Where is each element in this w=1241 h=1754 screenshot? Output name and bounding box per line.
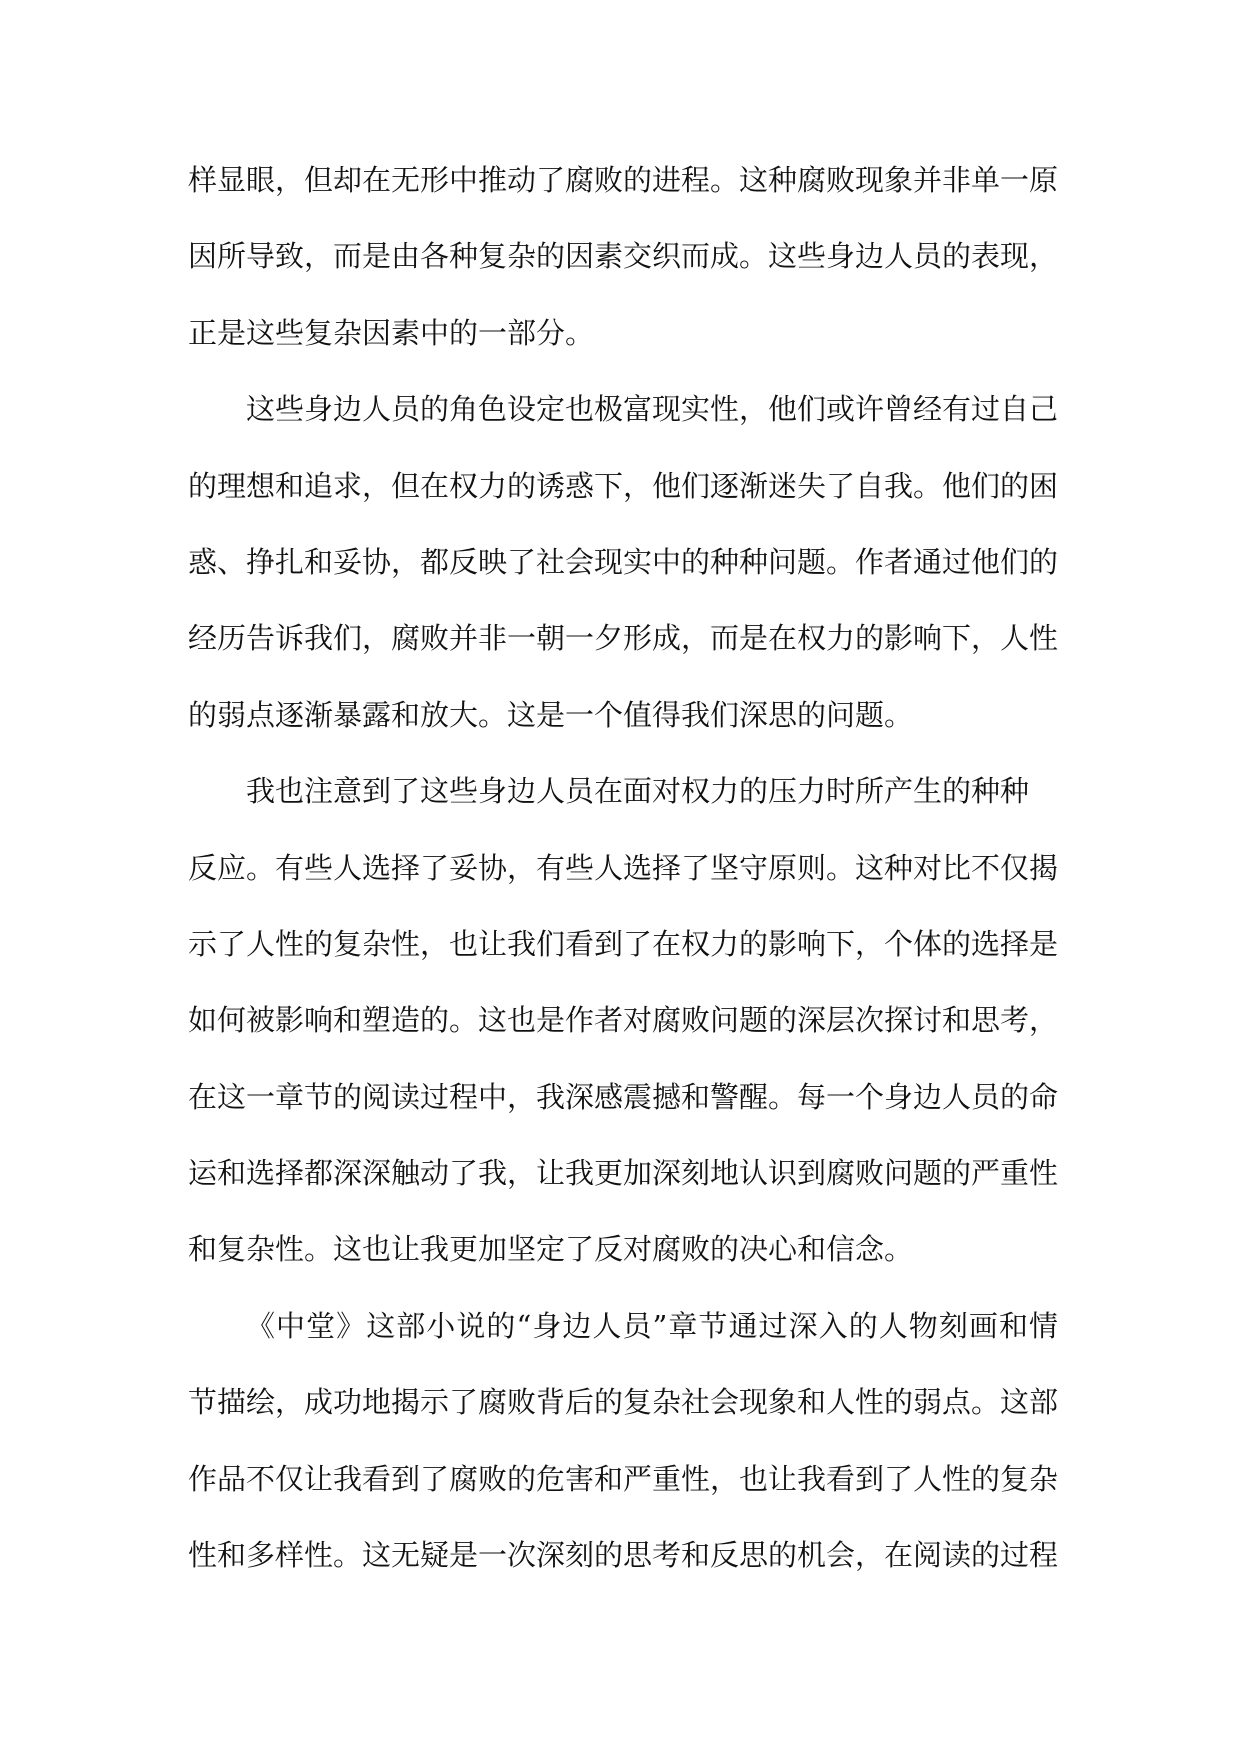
text-line-18: 作品不仅让我看到了腐败的危害和严重性，也让我看到了人性的复杂 xyxy=(188,1461,1059,1496)
text-line-3: 正是这些复杂因素中的一部分。 xyxy=(188,315,595,350)
text-line-11: 示了人性的复杂性，也让我们看到了在权力的影响下，个体的选择是 xyxy=(188,926,1059,961)
text-line-17: 节描绘，成功地揭示了腐败背后的复杂社会现象和人性的弱点。这部 xyxy=(188,1385,1059,1420)
text-line-15: 和复杂性。这也让我更加坚定了反对腐败的决心和信念。 xyxy=(188,1232,914,1267)
text-line-13: 在这一章节的阅读过程中，我深感震撼和警醒。每一个身边人员的命 xyxy=(188,1079,1059,1114)
text-line-4: 这些身边人员的角色设定也极富现实性，他们或许曾经有过自己 xyxy=(246,392,1059,427)
body-text xyxy=(188,142,1058,1593)
text-line-14: 运和选择都深深触动了我，让我更加深刻地认识到腐败问题的严重性 xyxy=(188,1156,1059,1191)
text-line-12: 如何被影响和塑造的。这也是作者对腐败问题的深层次探讨和思考， xyxy=(188,1003,1059,1038)
text-line-10: 反应。有些人选择了妥协，有些人选择了坚守原则。这种对比不仅揭 xyxy=(188,850,1059,885)
text-line-1: 样显眼，但却在无形中推动了腐败的进程。这种腐败现象并非单一原 xyxy=(188,163,1059,197)
text-line-19: 性和多样性。这无疑是一次深刻的思考和反思的机会，在阅读的过程 xyxy=(188,1538,1059,1573)
text-line-5: 的理想和追求，但在权力的诱惑下，他们逐渐迷失了自我。他们的困 xyxy=(188,468,1059,503)
text-line-2: 因所导致，而是由各种复杂的因素交织而成。这些身边人员的表现， xyxy=(188,239,1059,274)
text-line-6: 惑、挣扎和妥协，都反映了社会现实中的种种问题。作者通过他们的 xyxy=(188,544,1059,579)
text-line-7: 经历告诉我们，腐败并非一朝一夕形成，而是在权力的影响下，人性 xyxy=(188,621,1059,656)
text-line-9: 我也注意到了这些身边人员在面对权力的压力时所产生的种种 xyxy=(246,774,1030,809)
text-line-8: 的弱点逐渐暴露和放大。这是一个值得我们深思的问题。 xyxy=(188,697,914,732)
text-line-16: 《中堂》这部小说的“身边人员”章节通过深入的人物刻画和情 xyxy=(246,1308,1058,1343)
